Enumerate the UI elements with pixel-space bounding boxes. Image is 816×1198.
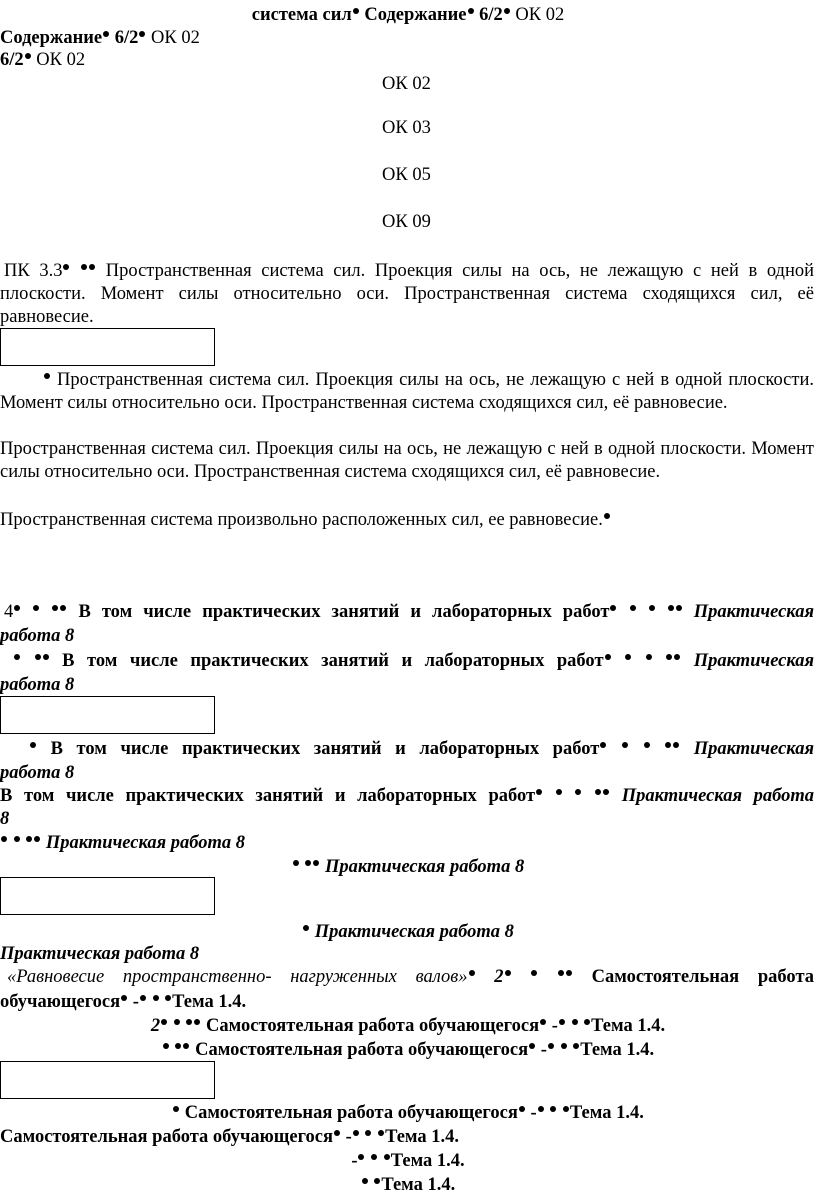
text-ok02: ОК 02 (515, 5, 565, 25)
text-prak: Практическая работа 8 (0, 944, 200, 964)
bullet-icon (103, 31, 109, 37)
text-incl: В том числе практических занятий и лабораторных работ (0, 786, 536, 806)
bullet-icon (313, 860, 319, 866)
bullet-icon (165, 995, 171, 1001)
text-four: 4 (4, 602, 14, 622)
bullet-icon (353, 1130, 359, 1136)
topic-paragraph-2 (0, 438, 814, 484)
text-ravnovesie: «Равновесие пространственно- нагруженных валов» (7, 967, 468, 987)
bullet-icon (334, 1130, 340, 1136)
text-prak: Практическая (693, 651, 815, 671)
bullet-icon (163, 1043, 169, 1049)
practical-line-7 (0, 921, 816, 943)
header-line-3 (0, 49, 85, 71)
bullet-icon (550, 1106, 556, 1112)
bullet-icon (305, 860, 311, 866)
bullet-icon (676, 605, 682, 611)
bullet-icon (14, 605, 20, 611)
text-eight: 8 (0, 809, 10, 829)
text-rabota8: работа 8 (0, 675, 75, 695)
bullet-icon (1, 836, 7, 842)
text-rabota8: работа 8 (0, 626, 75, 646)
bullet-icon (293, 860, 299, 866)
practical-line-1 (0, 601, 814, 624)
text-tema: Тема 1.4. (591, 1016, 666, 1036)
text-tema: Тема 1.4. (569, 1103, 644, 1123)
text-incl: В том числе практических занятий и лабораторных работ (62, 651, 604, 671)
practical-line-4 (0, 785, 814, 808)
text-ok02: ОК 02 (36, 50, 86, 70)
bullet-icon (378, 1130, 384, 1136)
empty-cell (0, 696, 215, 734)
text-dash: - (132, 992, 139, 1012)
bullet-icon (673, 742, 679, 748)
bullet-icon (649, 605, 655, 611)
bullet-icon (531, 970, 537, 976)
bullet-icon (646, 654, 652, 660)
text-prak: Практическая (693, 602, 814, 622)
text-sam: Самостоятельная работа обучающегося (184, 1103, 518, 1123)
text-frac: 6/2 (114, 28, 139, 48)
bullet-icon (604, 513, 610, 519)
text-tema: Тема 1.4. (381, 1175, 456, 1195)
bullet-icon (81, 264, 87, 270)
bullet-icon (384, 1154, 390, 1160)
bullet-icon (34, 836, 40, 842)
selfstudy-line-6 (0, 1150, 816, 1172)
text-prak: Практическая работа 8 (45, 833, 246, 853)
text-topic: Пространственная система сил. Проекция силы на ось, не лежащую с ней в одной плоскости. Момент силы относительно оси. Пространственная система сходящихся сил, её равновесие. (0, 370, 814, 413)
bullet-icon (194, 1019, 200, 1025)
bullet-icon (186, 1019, 192, 1025)
text-dash: - (351, 1151, 358, 1171)
bullet-icon (665, 742, 671, 748)
selfstudy-line-1 (0, 966, 814, 989)
bullet-icon (175, 1043, 181, 1049)
text-sam-w2: работа (757, 967, 815, 987)
bullet-icon (365, 1130, 371, 1136)
text-incl: В том числе практических занятий и лабораторных работ (78, 602, 610, 622)
selfstudy-line-4 (0, 1102, 816, 1124)
bullet-icon (52, 605, 58, 611)
bullet-icon (572, 1019, 578, 1025)
bullet-icon (504, 8, 510, 14)
empty-cell (0, 877, 215, 915)
empty-cell (0, 328, 215, 366)
text-topic: Пространственная система сил. Проекция силы на ось, не лежащую с ней в одной плоскости. Момент силы относительно оси. Пространственная система сходящихся сил, её равновесие. (0, 261, 815, 327)
bullet-icon (575, 789, 581, 795)
text-sam: Самостоятельная работа обучающегося (206, 1016, 540, 1036)
text-prak: Практическая работа (621, 786, 815, 806)
bullet-icon (140, 995, 146, 1001)
bullet-icon (540, 1019, 546, 1025)
bullet-icon (561, 1043, 567, 1049)
text-sam: Самостоятельная работа обучающегося (195, 1040, 529, 1060)
text-prak: Практическая работа 8 (314, 922, 514, 942)
bullet-icon (505, 970, 511, 976)
text-topic: Пространственная система сил. Проекция силы на ось, не лежащую с ней в одной плоскости. Момент силы относительно оси. Пространственная система сходящихся сил, её равновесие. (0, 439, 814, 482)
text-tema: Тема 1.4. (580, 1040, 655, 1060)
bullet-icon (44, 373, 50, 379)
bullet-icon (60, 605, 66, 611)
ok-03: ОК 03 (382, 118, 431, 138)
bullet-icon (26, 836, 32, 842)
bullet-icon (668, 605, 674, 611)
topic-line-3 (0, 509, 611, 531)
text-prak: Практическая (693, 739, 814, 759)
bullet-icon (622, 742, 628, 748)
bullet-icon (519, 1106, 525, 1112)
text-two: 2 (150, 1016, 161, 1036)
selfstudy-line-5 (0, 1126, 459, 1148)
bullet-icon (610, 605, 616, 611)
bullet-icon (303, 925, 309, 931)
selfstudy-line-2 (0, 1015, 816, 1037)
text-tema: Тема 1.4. (172, 992, 247, 1012)
bullet-icon (600, 742, 606, 748)
bullet-icon (630, 605, 636, 611)
pk-paragraph (0, 260, 814, 329)
bullet-icon (14, 836, 20, 842)
ok-09: ОК 09 (382, 212, 431, 232)
header-line-1 (0, 4, 816, 26)
bullet-icon (89, 264, 95, 270)
bullet-icon (644, 742, 650, 748)
text-two: 2 (494, 967, 504, 987)
bullet-icon (30, 742, 36, 748)
text-tema: Тема 1.4. (390, 1151, 465, 1171)
bullet-icon (529, 1043, 535, 1049)
empty-cell (0, 1061, 215, 1099)
bullet-icon (559, 1019, 565, 1025)
text-soderzhanie: Содержание (364, 5, 467, 25)
bullet-icon (573, 1043, 579, 1049)
bullet-icon (625, 654, 631, 660)
bullet-icon (584, 1019, 590, 1025)
text-dash: - (530, 1103, 537, 1123)
bullet-icon (603, 789, 609, 795)
selfstudy-line-3 (0, 1039, 816, 1061)
bullet-icon (605, 654, 611, 660)
bullet-icon (556, 789, 562, 795)
practical-line-2 (0, 650, 814, 673)
bullet-icon (174, 1019, 180, 1025)
topic-paragraph-1 (0, 369, 814, 415)
text-pk: ПК 3.3 (4, 261, 63, 281)
text-soderzhanie: Содержание (0, 28, 103, 48)
bullet-icon (374, 1178, 380, 1184)
bullet-icon (595, 789, 601, 795)
text-sam-w1: Самостоятельная (591, 967, 740, 987)
header-line-2 (0, 27, 200, 49)
text-rabota8: работа 8 (0, 763, 75, 783)
bullet-icon (371, 1154, 377, 1160)
text-ok02: ОК 02 (151, 28, 200, 48)
bullet-icon (666, 654, 672, 660)
practical-line-3 (0, 738, 814, 761)
text-prak: Практическая работа 8 (325, 857, 525, 877)
bullet-icon (139, 31, 145, 37)
bullet-icon (173, 1106, 179, 1112)
text-topic2: Пространственная система произвольно расположенных сил, ее равновесие. (0, 510, 603, 530)
text-sam: Самостоятельная работа обучающегося (0, 1127, 334, 1147)
practical-line-5 (0, 832, 245, 854)
selfstudy-line-1b (0, 991, 246, 1013)
bullet-icon (468, 8, 474, 14)
bullet-icon (566, 970, 572, 976)
text-incl: В том числе практических занятий и лабораторных работ (50, 739, 600, 759)
text-dash: - (540, 1040, 547, 1060)
bullet-icon (563, 1106, 569, 1112)
ok-02: ОК 02 (382, 74, 431, 94)
bullet-icon (25, 53, 31, 59)
practical-line-6 (0, 856, 816, 878)
ok-05: ОК 05 (382, 165, 431, 185)
bullet-icon (183, 1043, 189, 1049)
bullet-icon (674, 654, 680, 660)
bullet-icon (161, 1019, 167, 1025)
bullet-icon (358, 1154, 364, 1160)
bullet-icon (548, 1043, 554, 1049)
text-sistema-sil: система сил (251, 5, 352, 25)
text-frac: 6/2 (0, 50, 24, 70)
text-dash: - (551, 1016, 558, 1036)
bullet-icon (536, 789, 542, 795)
text-dash: - (345, 1127, 352, 1147)
selfstudy-line-7 (0, 1174, 816, 1196)
bullet-icon (43, 654, 49, 660)
bullet-icon (362, 1178, 368, 1184)
bullet-icon (469, 970, 475, 976)
bullet-icon (14, 654, 20, 660)
bullet-icon (353, 8, 359, 14)
text-tema: Тема 1.4. (385, 1127, 460, 1147)
bullet-icon (33, 605, 39, 611)
bullet-icon (558, 970, 564, 976)
bullet-icon (538, 1106, 544, 1112)
bullet-icon (153, 995, 159, 1001)
bullet-icon (35, 654, 41, 660)
text-frac: 6/2 (479, 5, 503, 25)
text-obuch: обучающегося (0, 992, 121, 1012)
bullet-icon (121, 995, 127, 1001)
bullet-icon (63, 264, 69, 270)
